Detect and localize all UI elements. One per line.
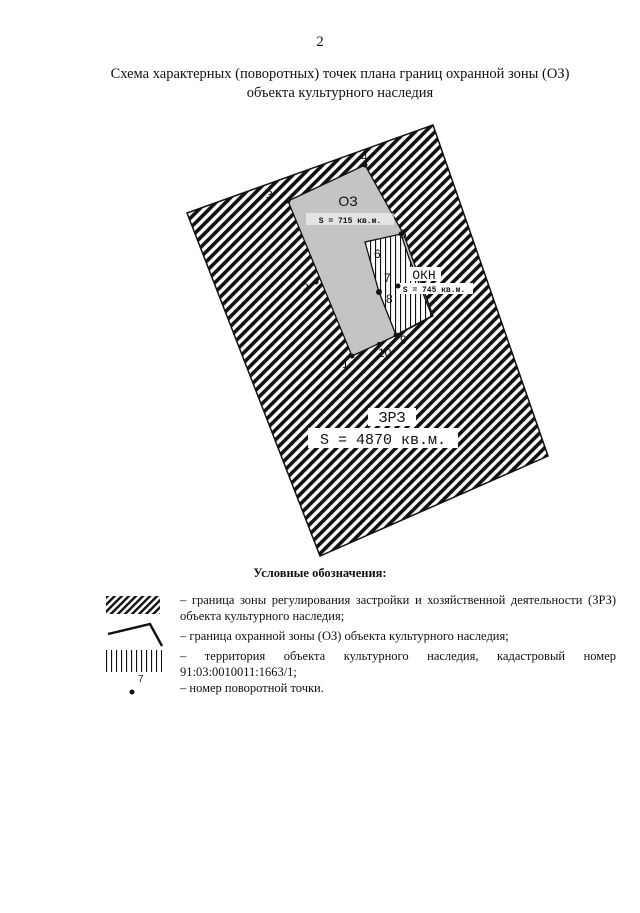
point-dot-icon [124, 676, 164, 700]
legend-heading: Условные обозначения: [253, 566, 387, 580]
legend-text-zrz: – граница зоны регулирования застройки и хозяйственной деятельности (ЗРЗ) объекта культурного наследия; [180, 593, 616, 623]
point-label-10: 10 [378, 346, 392, 360]
legend-text-point: – номер поворотной точки. [180, 681, 324, 695]
okn-label: ОКН [412, 268, 436, 283]
point-label-8: 8 [386, 292, 393, 306]
point-label-9: 9 [400, 333, 407, 347]
polygon-outline-icon [106, 620, 166, 650]
point-label-5: 5 [400, 227, 407, 241]
title-line-1: Схема характерных (поворотных) точек плана границ охранной зоны (ОЗ) [110, 66, 570, 82]
diagonal-hatch-icon [106, 596, 160, 614]
point-marker-2 [314, 280, 319, 285]
point-marker-1 [350, 354, 355, 359]
legend-item-okn [100, 648, 620, 682]
legend-point-number: 7 [138, 674, 144, 685]
zrz-label: ЗРЗ [378, 410, 406, 427]
point-label-2: 2 [302, 281, 309, 295]
okn-area: S = 745 кв.м. [402, 286, 466, 295]
legend-text-okn: – территория объекта культурного наследия, кадастровый номер 91:03:0010011:1663/1; [180, 649, 616, 679]
point-label-6: 6 [374, 247, 381, 261]
legend-item-point [100, 674, 620, 700]
point-label-1: 1 [342, 357, 349, 371]
point-label-4: 4 [361, 150, 368, 164]
vertical-hatch-icon [106, 650, 162, 672]
point-marker-7 [396, 284, 401, 289]
point-marker-9 [394, 333, 399, 338]
legend-text-oz: – граница охранной зоны (ОЗ) объекта культурного наследия; [180, 629, 509, 643]
oz-area: S = 715 кв.м. [318, 217, 382, 226]
title-line-2: объекта культурного наследия [246, 85, 434, 101]
page-number: 2 [316, 34, 324, 50]
legend-item-zrz [100, 592, 620, 626]
point-marker-3 [286, 199, 291, 204]
point-label-7: 7 [384, 271, 391, 285]
oz-label: ОЗ [338, 193, 358, 209]
point-label-3: 3 [266, 188, 273, 202]
point-marker-8 [376, 289, 382, 295]
zrz-area: S = 4870 кв.м. [319, 432, 447, 449]
